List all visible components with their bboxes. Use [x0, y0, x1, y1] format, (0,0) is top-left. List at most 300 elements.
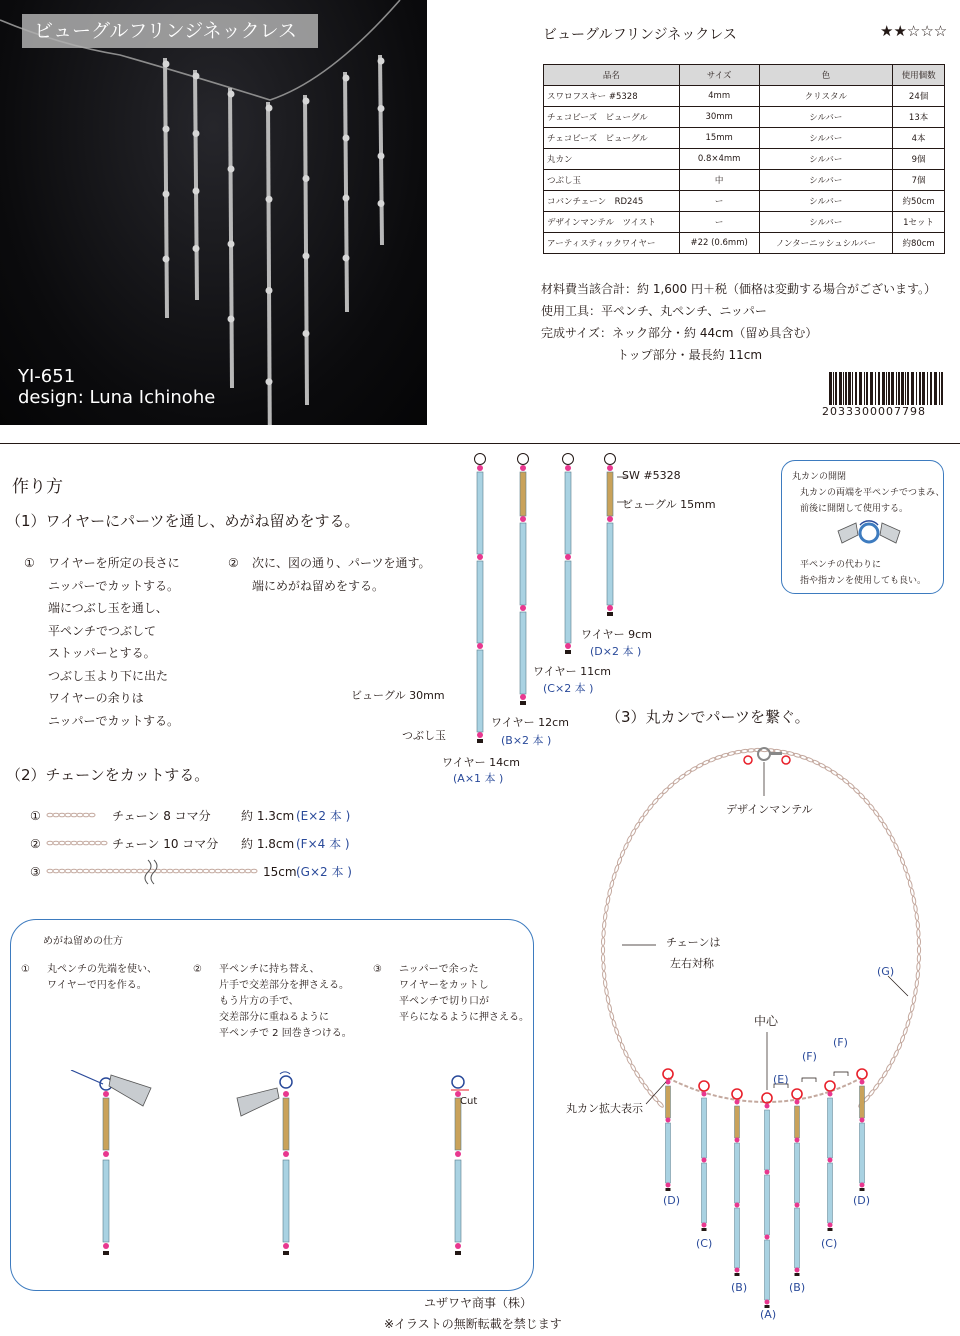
howto-title: 作り方 [12, 477, 63, 497]
crystal-bead [607, 465, 613, 471]
bugle-30mm [607, 523, 613, 605]
barcode-number: 2033300007798 [822, 405, 926, 418]
chain-link [912, 896, 917, 904]
barcode-bar [829, 372, 832, 405]
bugle-30mm [860, 1123, 865, 1183]
photo-crystal-bead [303, 175, 310, 182]
chain-link [233, 869, 239, 873]
crystal-bead [828, 1223, 833, 1228]
photo-bugle-strand [230, 88, 232, 388]
barcode-bar [901, 372, 904, 405]
table-cell: シルバー [759, 212, 893, 233]
crystal-bead [103, 1243, 109, 1249]
bugle-30mm [735, 1208, 740, 1268]
materials-table [543, 64, 945, 254]
crystal-bead [565, 643, 571, 649]
chain-link [614, 1027, 620, 1036]
table-cell: 約80cm [893, 233, 945, 254]
table-cell: シルバー [759, 128, 893, 149]
crystal-bead [477, 732, 483, 738]
bugle-15mm [520, 472, 526, 516]
step1-title: （1）ワイヤーにパーツを通し、めがね留めをする。 [6, 512, 360, 530]
photo-crystal-bead [343, 75, 350, 82]
table-row [544, 191, 945, 212]
photo-crystal-bead [163, 256, 170, 263]
chain-link [101, 841, 107, 845]
chain-link [916, 921, 920, 929]
leader-line [888, 976, 908, 996]
clasp-ring [758, 748, 770, 760]
megane-step3-number: ③ [373, 964, 382, 975]
table-cell: 24個 [893, 86, 945, 107]
chain-link [53, 869, 59, 873]
crystal-bead [795, 1203, 800, 1208]
bugle-15mm [283, 1098, 289, 1150]
table-cell: デザインマンテル ツイスト [544, 212, 680, 233]
wire-D-code: (D×2 本 ) [590, 645, 642, 658]
step1-2-number: ② [228, 556, 239, 570]
chain-link [912, 995, 917, 1003]
chain-link [905, 1019, 910, 1028]
crystal-bead [520, 516, 526, 522]
chain-link [853, 787, 861, 795]
col-header: 色 [759, 65, 893, 86]
photo-crystal-bead [228, 316, 235, 323]
table-row [544, 128, 945, 149]
chain-link [47, 813, 53, 817]
table-cell: チェコビーズ ビューグル [544, 107, 680, 128]
megane-step1-number: ① [21, 964, 30, 975]
crystal-bead [765, 1235, 770, 1240]
label-chain-note-2: 左右対称 [670, 957, 714, 970]
barcode-bar [845, 372, 847, 405]
photo-crystal-bead [266, 378, 273, 385]
barcode-bar [939, 372, 940, 405]
eye-loop [475, 454, 486, 465]
chain-link [614, 864, 620, 873]
photo-bugle-strand [268, 102, 270, 425]
chain-link [917, 929, 921, 937]
ring-open-tip-box [781, 460, 944, 594]
table-cell: 0.8×4mm [679, 149, 759, 170]
chain-link [53, 841, 59, 845]
barcode-bar [898, 372, 900, 405]
bugle-30mm [702, 1163, 707, 1223]
chain-link [53, 813, 59, 817]
clasp-bar [770, 752, 782, 755]
crimp-bead [828, 1228, 833, 1231]
photo-crystal-bead [193, 130, 200, 137]
barcode-bar [922, 372, 925, 405]
chain-link [617, 1035, 623, 1044]
label-bugle15: ビューグル 15mm [622, 498, 716, 511]
crystal-bead [795, 1100, 800, 1105]
photo-crystal-bead [343, 135, 350, 142]
label-F2: (F) [833, 1036, 848, 1049]
bugle-30mm [765, 1110, 770, 1170]
crystal-bead [735, 1268, 740, 1273]
chain-link [902, 1027, 908, 1036]
table-row [544, 212, 945, 233]
wire-loop [452, 1076, 464, 1088]
chain-link [65, 813, 71, 817]
chain-link [842, 777, 850, 785]
crystal-bead [765, 1104, 770, 1109]
bugle-15mm [607, 472, 613, 516]
chain-link [604, 904, 608, 912]
chain-link [101, 869, 107, 873]
pliers-ring-icon [834, 515, 904, 557]
table-cell: 4本 [893, 128, 945, 149]
bugle-30mm [765, 1240, 770, 1300]
table-cell: 9個 [893, 149, 945, 170]
label-bugle30: ビューグル 30mm [351, 689, 445, 702]
crystal-bead [860, 1183, 865, 1188]
table-row [544, 170, 945, 191]
fringe-label-A: (A) [760, 1308, 777, 1321]
chain-row-2-length: 約 1.8cm [241, 837, 295, 851]
photo-crystal-bead [378, 105, 385, 112]
chain-link [603, 912, 607, 920]
crystal-bead [795, 1138, 800, 1143]
eye-loop-steps-illustration [51, 1070, 511, 1280]
bugle-30mm [520, 612, 526, 694]
crimp-bead [795, 1273, 800, 1276]
size-text: 完成サイズ：ネック部分・約 44cm（留め具含む） [541, 326, 818, 340]
chain-link [917, 946, 920, 954]
bugle-15mm [103, 1098, 109, 1150]
chain-link [913, 987, 917, 995]
chain-link [95, 841, 101, 845]
wire-C-length: ワイヤー 11cm [533, 665, 611, 678]
chain-link [59, 841, 65, 845]
chain-link [137, 869, 143, 873]
crystal-bead [565, 465, 571, 471]
fringe-label-B-left: (B) [731, 1281, 748, 1294]
chain-link [119, 869, 125, 873]
label-clasp: デザインマンテル [726, 803, 813, 816]
label-ring-enlarged: 丸カン拡大表示 [566, 1102, 643, 1115]
label-crimp-bead: つぶし玉 [402, 729, 446, 742]
bugle-15mm [860, 1086, 865, 1118]
table-cell: #22 (0.6mm) [679, 233, 759, 254]
chain-link [47, 869, 53, 873]
chain-link [606, 995, 611, 1003]
crystal-bead [477, 554, 483, 560]
chain-link [107, 869, 113, 873]
barcode-bar [896, 372, 897, 405]
jump-ring [792, 1089, 802, 1099]
chain-link [611, 872, 616, 881]
barcode-bar [905, 372, 906, 405]
chain-link [830, 769, 838, 776]
chain-link [95, 869, 101, 873]
table-row [544, 149, 945, 170]
chain-row-1-code: (E×2 本 ) [296, 809, 351, 823]
chain-link [179, 869, 185, 873]
photo-crystal-bead [163, 126, 170, 133]
jump-ring [782, 756, 790, 764]
photo-crystal-bead [193, 245, 200, 252]
barcode-bar [855, 372, 857, 405]
chain-link [667, 782, 675, 790]
photo-crystal-bead [343, 255, 350, 262]
chain-link [824, 766, 833, 773]
chain-link [678, 773, 686, 780]
necklace-photo-illustration [0, 0, 427, 425]
fringe-label-D-left: (D) [663, 1194, 681, 1207]
crimp-bead [520, 701, 526, 705]
chain-link [601, 946, 604, 954]
chain-link [221, 869, 227, 873]
chain-link [915, 912, 919, 920]
table-cell: チェコビーズ ビューグル [544, 128, 680, 149]
chain-link [602, 921, 606, 929]
chain-link [113, 869, 119, 873]
flat-nose-pliers [237, 1088, 279, 1116]
bugle-30mm [828, 1163, 833, 1223]
chain-link [915, 979, 919, 987]
chain-row-1-length: 約 1.3cm [241, 809, 295, 823]
table-cell: シルバー [759, 149, 893, 170]
table-cell: ー [679, 191, 759, 212]
ring-box-text2: 平ペンチの代わりに 指や指カンを使用しても良い。 [800, 560, 927, 586]
photo-crystal-bead [266, 196, 273, 203]
crimp-bead [666, 1188, 671, 1191]
chain-link [167, 869, 173, 873]
bugle-30mm [765, 1175, 770, 1235]
jump-ring [857, 1069, 867, 1079]
chain-row-2-code: (F×4 本 ) [296, 837, 350, 851]
col-header: 品名 [544, 65, 680, 86]
table-cell: つぶし玉 [544, 170, 680, 191]
wire-end [71, 1070, 103, 1084]
chain-link [83, 813, 89, 817]
crystal-bead [103, 1091, 109, 1097]
chain-row-3-number: ③ [30, 865, 41, 879]
bugle-30mm [666, 1123, 671, 1183]
chain-link [197, 869, 203, 873]
chain-link [900, 1035, 906, 1044]
size-text-2: トップ部分・最長約 11cm [617, 348, 763, 362]
chain-link [908, 880, 913, 889]
company-name: ユザワヤ商事（株） [424, 1296, 533, 1310]
photo-crystal-bead [228, 166, 235, 173]
bugle-30mm [795, 1143, 800, 1203]
bugle-30mm [477, 650, 483, 732]
bugle-30mm [520, 523, 526, 605]
barcode-bar [882, 372, 885, 405]
chain-link [896, 849, 902, 858]
barcode-bar [930, 372, 932, 405]
crimp-bead [283, 1251, 289, 1255]
crystal-bead [828, 1092, 833, 1097]
crystal-bead [477, 643, 483, 649]
barcode-bar [916, 372, 917, 405]
bugle-30mm [455, 1160, 461, 1242]
table-cell: アーティスティックワイヤー [544, 233, 680, 254]
chain-link [77, 869, 83, 873]
jump-ring [825, 1081, 835, 1091]
label-sw5328: SW #5328 [622, 469, 681, 482]
crystal-bead [455, 1243, 461, 1249]
crystal-bead [666, 1118, 671, 1123]
photo-crystal-bead [378, 153, 385, 160]
step1-2-text: 次に、図の通り、パーツを通す。 端にめがね留めをする。 [252, 556, 431, 593]
bugle-30mm [735, 1143, 740, 1203]
crystal-bead [765, 1170, 770, 1175]
chain-row-2-number: ② [30, 837, 41, 851]
table-cell: 13本 [893, 107, 945, 128]
megane-title: めがね留めの仕方 [43, 936, 123, 947]
barcode-bar [875, 372, 876, 405]
fringe-label-B-right: (B) [789, 1281, 806, 1294]
chain-row-3-length: 15cm [263, 865, 297, 879]
barcode [829, 372, 944, 405]
fringe-label-C-right: (C) [821, 1237, 838, 1250]
chain-link [173, 869, 179, 873]
barcode-bar [888, 372, 890, 405]
crimp-bead [455, 1251, 461, 1255]
chain-link [77, 813, 83, 817]
photo-bugle-strand [195, 70, 197, 300]
table-cell: 丸カン [544, 149, 680, 170]
crystal-bead [666, 1080, 671, 1085]
crystal-bead [702, 1092, 707, 1097]
chain-link [215, 869, 221, 873]
chain-link [910, 888, 915, 897]
label-F1: (F) [802, 1050, 817, 1063]
barcode-bar [886, 372, 887, 405]
bugle-30mm [477, 472, 483, 554]
table-cell: スワロフスキー #5328 [544, 86, 680, 107]
ring-box-title: 丸カンの開閉 [792, 472, 847, 482]
bugle-30mm [702, 1098, 707, 1158]
photo-crystal-bead [193, 73, 200, 80]
photo-crystal-bead [303, 330, 310, 337]
chain-link [917, 938, 920, 946]
chain-link [83, 869, 89, 873]
chain-link [609, 880, 614, 889]
photo-crystal-bead [193, 188, 200, 195]
crystal-bead [735, 1203, 740, 1208]
bugle-30mm [795, 1208, 800, 1268]
wrap-arrow [280, 1072, 290, 1074]
chain-link [602, 963, 606, 971]
chain-link [917, 954, 920, 962]
barcode-bar [839, 372, 842, 405]
table-header-row [544, 65, 945, 86]
photo-bugle-strand [165, 58, 167, 318]
chain-link [89, 841, 95, 845]
barcode-bar [859, 372, 862, 405]
barcode-bar [866, 372, 868, 405]
chain-link [83, 841, 89, 845]
chain-link [836, 773, 844, 780]
chain-link [662, 787, 670, 795]
photo-crystal-bead [378, 200, 385, 207]
chain-link [910, 1004, 915, 1013]
chain-link [71, 841, 77, 845]
photo-bugle-strand [380, 55, 382, 245]
eye-loop-method-box [10, 919, 534, 1291]
chain-link [47, 841, 53, 845]
crystal-bead [520, 605, 526, 611]
chain-link [245, 869, 251, 873]
crystal-bead [520, 694, 526, 700]
photo-bugle-strand [345, 72, 347, 312]
fringe-label-D-right: (D) [853, 1194, 871, 1207]
crystal-bead [702, 1158, 707, 1163]
eye-loop [563, 454, 574, 465]
table-row [544, 107, 945, 128]
chain-link [606, 896, 611, 904]
table-cell: シルバー [759, 107, 893, 128]
crimp-bead [477, 739, 483, 743]
product-code: YI-651 [18, 366, 76, 387]
label-chain-note-1: チェーンは [666, 936, 721, 949]
round-nose-pliers [109, 1075, 151, 1106]
bugle-15mm [795, 1106, 800, 1138]
chain-link [607, 1004, 612, 1013]
photo-crystal-bead [303, 253, 310, 260]
chain-link [89, 813, 95, 817]
chain-link [185, 869, 191, 873]
chain-link [227, 869, 233, 873]
chain-link [59, 869, 65, 873]
chain-link [239, 869, 245, 873]
chain-row-2-label: チェーン 10 コマ分 [112, 837, 219, 851]
chain-link [917, 963, 921, 971]
jump-ring [663, 1069, 673, 1079]
table-cell: ノンターニッシュシルバー [759, 233, 893, 254]
barcode-bar [870, 372, 873, 405]
crystal-bead [283, 1091, 289, 1097]
barcode-bar [835, 372, 837, 405]
crystal-bead [765, 1300, 770, 1305]
chain-link [916, 971, 920, 979]
table-cell: 30mm [679, 107, 759, 128]
crystal-bead [828, 1158, 833, 1163]
megane-step1-text: 丸ペンチの先端を使い、 ワイヤーで円を作る。 [47, 964, 157, 991]
step3-title: （3）丸カンでパーツを繋ぐ。 [606, 708, 810, 726]
crystal-bead [735, 1138, 740, 1143]
photo-bugle-strand [305, 95, 307, 405]
crystal-bead [735, 1100, 740, 1105]
crystal-bead [455, 1151, 461, 1157]
photo-crystal-bead [266, 105, 273, 112]
crystal-bead [283, 1243, 289, 1249]
table-cell: 1セット [893, 212, 945, 233]
wire-A-length: ワイヤー 14cm [442, 756, 520, 769]
chain-link [251, 869, 257, 873]
designer-credit: design: Luna Ichinohe [18, 387, 216, 408]
wire-A-code: (A×1 本 ) [453, 772, 504, 785]
photo-crystal-bead [163, 191, 170, 198]
crimp-bead [735, 1273, 740, 1276]
table-cell: コバンチェーン RD245 [544, 191, 680, 212]
crimp-bead [607, 612, 613, 616]
photo-crystal-bead [378, 58, 385, 65]
wire-B-code: (B×2 本 ) [501, 734, 552, 747]
bugle-15mm [666, 1086, 671, 1118]
step2-title: （2）チェーンをカットする。 [6, 766, 210, 784]
chain-link [902, 864, 908, 873]
step1-1-text: ワイヤーを所定の長さに ニッパーでカットする。 端につぶし玉を通し、 平ペンチでつぶして ストッパーとする。 つぶし玉より下に出た ワイヤーの余りは ニッパーでカットする。 [48, 556, 180, 728]
barcode-bar [878, 372, 880, 405]
photo-title: ビューグルフリンジネックレス [22, 14, 318, 48]
ring-box-text1: 丸カンの両端を平ペンチでつまみ、 前後に開閉して使用する。 [800, 488, 945, 514]
